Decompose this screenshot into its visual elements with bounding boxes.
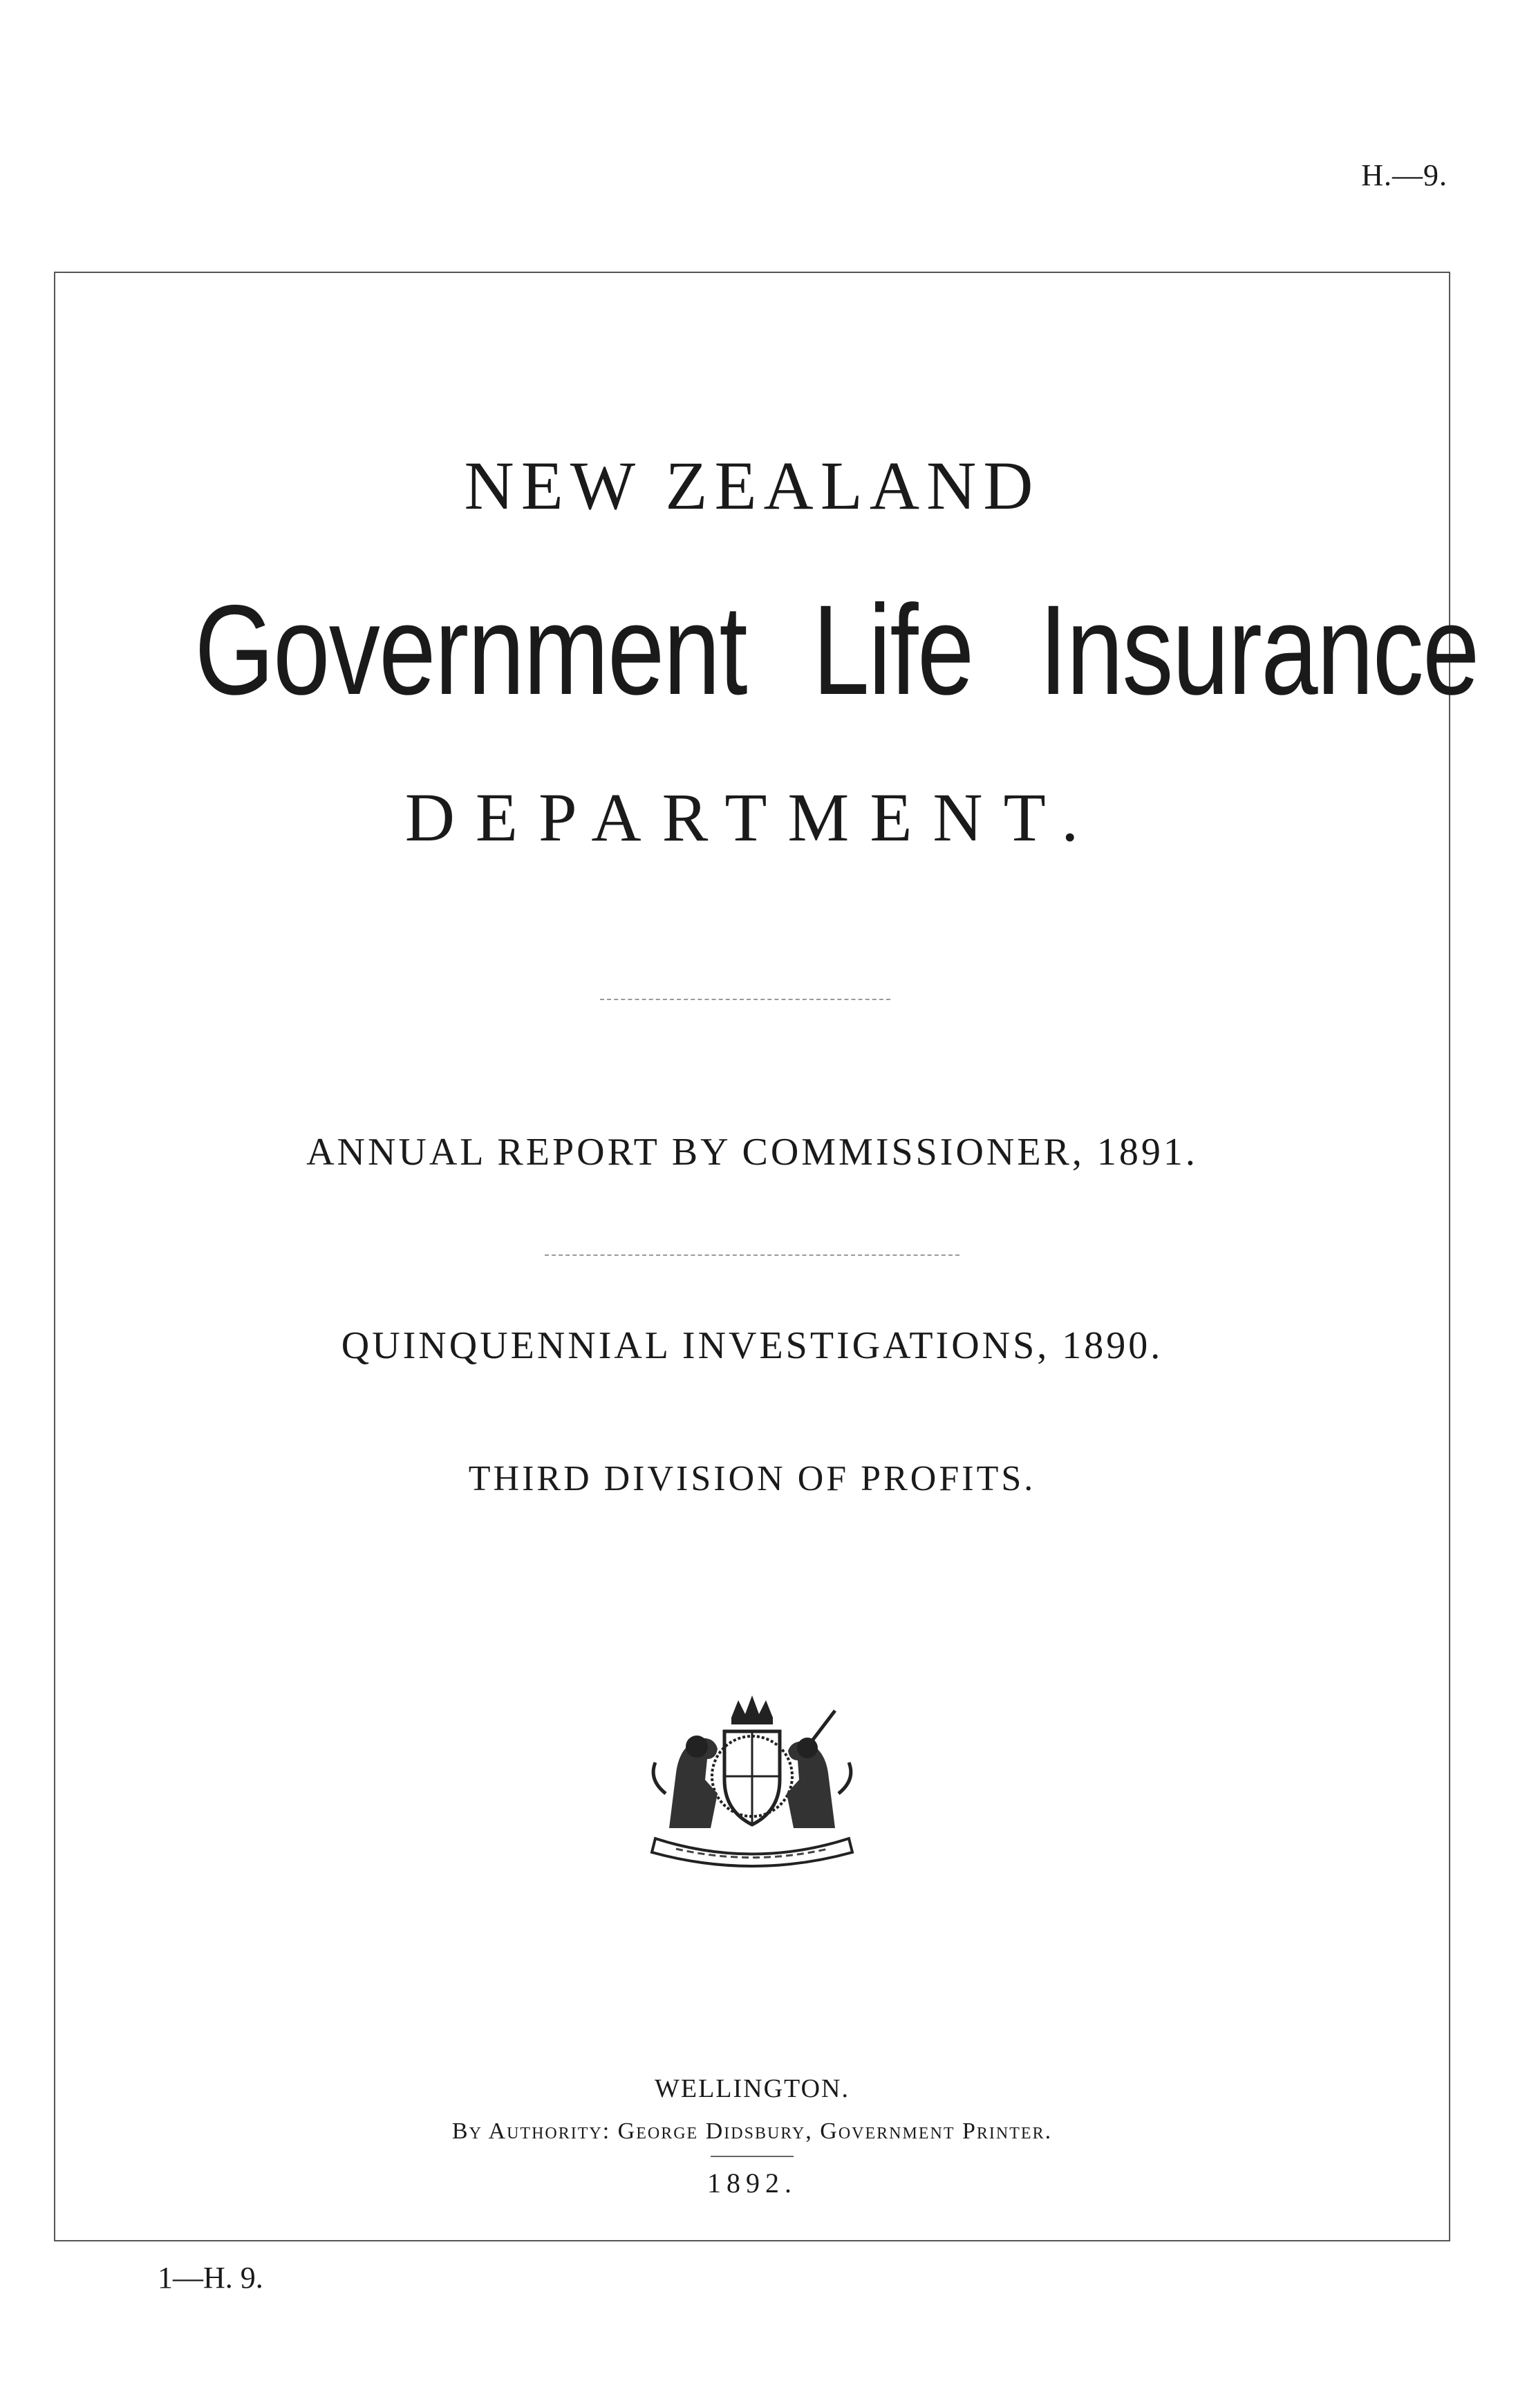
department-heading: DEPARTMENT.: [404, 779, 1100, 856]
country-heading: NEW ZEALAND: [464, 447, 1040, 524]
title-page-frame: [54, 272, 1479, 2241]
page-reference: H.—9.: [1361, 158, 1448, 192]
annual-report-line: ANNUAL REPORT BY COMMISSIONER, 1891.: [306, 1131, 1198, 1174]
divider-rule: [600, 999, 890, 1000]
imprint-rule: [711, 2156, 794, 2157]
royal-coat-of-arms-icon: [628, 1690, 877, 1870]
imprint-year: 1892.: [707, 2167, 797, 2199]
imprint-authority: By Authority: George Didsbury, Government Printer.: [451, 2118, 1053, 2144]
quinquennial-line: QUINQUENNIAL INVESTIGATIONS, 1890.: [341, 1324, 1163, 1367]
divider-rule: [545, 1254, 959, 1256]
imprint-place: WELLINGTON.: [655, 2074, 850, 2103]
division-of-profits-line: THIRD DIVISION OF PROFITS.: [468, 1459, 1036, 1498]
sheet-reference: 1—H. 9.: [158, 2261, 263, 2295]
main-title: Government Life Insurance: [194, 579, 1479, 722]
